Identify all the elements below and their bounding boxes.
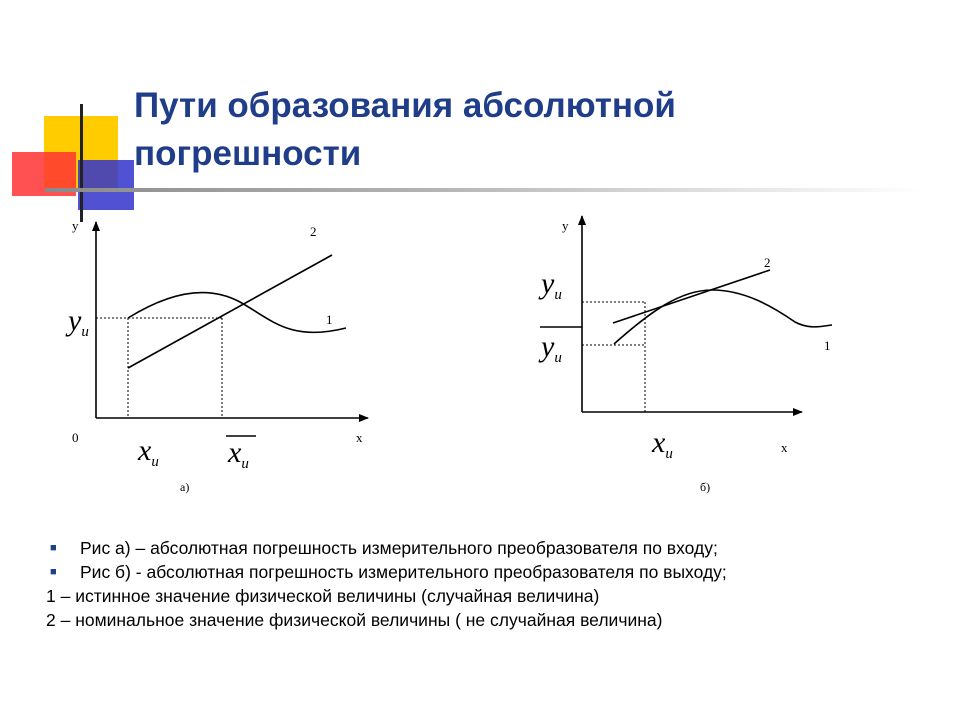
figure-a-x-var-main: х bbox=[138, 434, 152, 467]
figure-a-caption: а) bbox=[180, 480, 190, 494]
figure-a-line-2-label: 2 bbox=[310, 224, 317, 239]
figure-a-curve-1 bbox=[128, 293, 346, 333]
figure-a-y-var bbox=[65, 304, 89, 340]
figure-b-x-var-main: х bbox=[652, 426, 666, 459]
note-text: Рис а) – абсолютная погрешность измерительного преобразователя по входу; bbox=[80, 538, 718, 558]
diagrams bbox=[0, 200, 960, 510]
figure-a-line-2 bbox=[128, 255, 332, 368]
figure-b-curve-1-label: 1 bbox=[824, 338, 831, 353]
figure-a-axis-y-label: у bbox=[72, 218, 79, 233]
note-item bbox=[46, 608, 926, 632]
figure-a-y-var-main: у bbox=[68, 304, 82, 337]
figure-b-ybar-var bbox=[538, 330, 562, 366]
figure-a-y-var-sub: и bbox=[81, 324, 89, 340]
page-title: Пути образования абсолютной погрешности bbox=[134, 86, 676, 173]
note-item bbox=[46, 584, 926, 608]
note-item bbox=[46, 536, 926, 560]
figure-a-origin-label: 0 bbox=[72, 430, 79, 445]
figure-b-curve-1 bbox=[614, 290, 832, 344]
figure-b-x-var bbox=[651, 426, 673, 462]
figure-b-y-var-sub: и bbox=[554, 287, 562, 303]
title-divider bbox=[45, 188, 925, 192]
figure-a-axis-x-label: х bbox=[356, 430, 363, 445]
figure-b-axis-x-label: х bbox=[781, 440, 788, 455]
figure-b-axis-y-label: у bbox=[562, 218, 569, 233]
figure-a-x-var bbox=[137, 434, 159, 470]
note-text: 1 – истинное значение физической величины (случайная величина) bbox=[46, 586, 600, 606]
note-text: 2 – номинальное значение физической величины ( не случайная величина) bbox=[46, 610, 663, 630]
figure-b-y-var bbox=[538, 267, 562, 303]
figure-b-y-var-main: у bbox=[541, 267, 555, 300]
bullet-icon: ■ bbox=[50, 542, 57, 554]
figure-a-curve-1-label: 1 bbox=[326, 312, 333, 327]
figure-b bbox=[538, 216, 832, 494]
figure-b-caption: б) bbox=[700, 480, 711, 494]
bullet-icon: ■ bbox=[50, 566, 57, 578]
figure-a bbox=[65, 218, 368, 494]
figure-b-x-var-sub: и bbox=[665, 446, 673, 462]
figure-b-line-2-label: 2 bbox=[764, 255, 771, 270]
note-item bbox=[46, 560, 926, 584]
figure-a-xbar-var-sub: и bbox=[241, 456, 249, 472]
figure-b-ybar-var-main: у bbox=[541, 330, 555, 363]
figure-b-ybar-var-sub: и bbox=[554, 350, 562, 366]
note-text: Рис б) - абсолютная погрешность измерительного преобразователя по выходу; bbox=[80, 562, 727, 582]
figure-a-x-var-sub: и bbox=[151, 454, 159, 470]
notes-list bbox=[46, 536, 926, 632]
figure-a-xbar-var bbox=[227, 436, 249, 472]
figure-a-xbar-var-main: х bbox=[228, 436, 242, 469]
